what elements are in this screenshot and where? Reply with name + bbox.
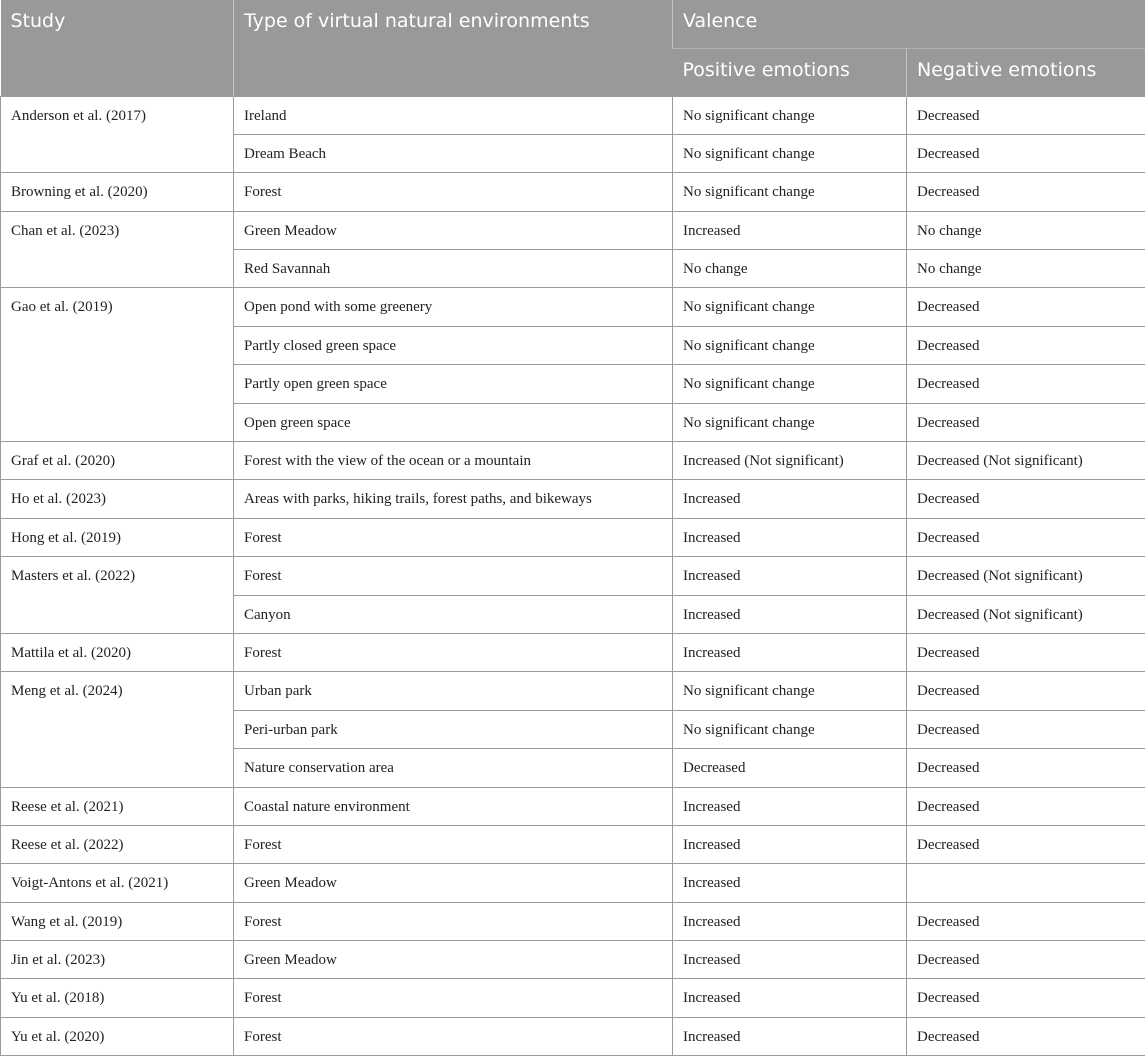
study-cell: Ho et al. (2023) bbox=[1, 480, 234, 518]
positive-emotions-cell: Increased bbox=[673, 787, 907, 825]
negative-emotions-cell: Decreased bbox=[907, 941, 1145, 979]
positive-emotions-cell: No significant change bbox=[673, 326, 907, 364]
environment-cell: Partly open green space bbox=[234, 365, 673, 403]
positive-emotions-cell: Increased bbox=[673, 864, 907, 902]
header-study: Study bbox=[1, 0, 234, 96]
table-body bbox=[1, 96, 1145, 1056]
table-row bbox=[1, 518, 1145, 556]
positive-emotions-cell: No significant change bbox=[673, 672, 907, 710]
table-row bbox=[1, 979, 1145, 1017]
study-cell: Reese et al. (2022) bbox=[1, 825, 234, 863]
header-environment-type: Type of virtual natural environments bbox=[234, 0, 673, 96]
environment-cell: Green Meadow bbox=[234, 941, 673, 979]
table-row bbox=[1, 825, 1145, 863]
study-cell: Hong et al. (2019) bbox=[1, 518, 234, 556]
header-valence: Valence bbox=[673, 0, 1145, 48]
positive-emotions-cell: Decreased bbox=[673, 749, 907, 787]
study-cell: Mattila et al. (2020) bbox=[1, 633, 234, 671]
negative-emotions-cell: Decreased (Not significant) bbox=[907, 442, 1145, 480]
table-row bbox=[1, 864, 1145, 902]
negative-emotions-cell: Decreased bbox=[907, 173, 1145, 211]
positive-emotions-cell: Increased bbox=[673, 825, 907, 863]
positive-emotions-cell: Increased bbox=[673, 211, 907, 249]
table-row bbox=[1, 557, 1145, 595]
negative-emotions-cell: Decreased bbox=[907, 403, 1145, 441]
table-row bbox=[1, 633, 1145, 671]
negative-emotions-cell: Decreased bbox=[907, 134, 1145, 172]
positive-emotions-cell: No significant change bbox=[673, 403, 907, 441]
negative-emotions-cell: Decreased bbox=[907, 825, 1145, 863]
negative-emotions-cell: Decreased bbox=[907, 979, 1145, 1017]
table-row bbox=[1, 211, 1145, 249]
environment-cell: Peri-urban park bbox=[234, 710, 673, 748]
environment-cell: Forest bbox=[234, 1017, 673, 1055]
negative-emotions-cell: Decreased (Not significant) bbox=[907, 557, 1145, 595]
header-positive-emotions: Positive emotions bbox=[673, 48, 907, 96]
environment-cell: Canyon bbox=[234, 595, 673, 633]
environment-cell: Forest bbox=[234, 902, 673, 940]
environment-cell: Nature conservation area bbox=[234, 749, 673, 787]
study-cell: Voigt-Antons et al. (2021) bbox=[1, 864, 234, 902]
study-cell: Chan et al. (2023) bbox=[1, 211, 234, 288]
study-cell: Masters et al. (2022) bbox=[1, 557, 234, 634]
positive-emotions-cell: Increased bbox=[673, 480, 907, 518]
negative-emotions-cell: Decreased bbox=[907, 480, 1145, 518]
environment-cell: Forest with the view of the ocean or a mountain bbox=[234, 442, 673, 480]
header-negative-emotions: Negative emotions bbox=[907, 48, 1145, 96]
negative-emotions-cell: No change bbox=[907, 250, 1145, 288]
negative-emotions-cell: Decreased bbox=[907, 710, 1145, 748]
positive-emotions-cell: Increased bbox=[673, 1017, 907, 1055]
negative-emotions-cell: Decreased bbox=[907, 1017, 1145, 1055]
negative-emotions-cell: Decreased bbox=[907, 288, 1145, 326]
negative-emotions-cell: Decreased bbox=[907, 633, 1145, 671]
table-row bbox=[1, 787, 1145, 825]
negative-emotions-cell: Decreased bbox=[907, 518, 1145, 556]
positive-emotions-cell: Increased bbox=[673, 941, 907, 979]
environment-cell: Coastal nature environment bbox=[234, 787, 673, 825]
environment-cell: Areas with parks, hiking trails, forest paths, and bikeways bbox=[234, 480, 673, 518]
table-row bbox=[1, 442, 1145, 480]
environment-cell: Ireland bbox=[234, 96, 673, 134]
table-row bbox=[1, 480, 1145, 518]
positive-emotions-cell: No change bbox=[673, 250, 907, 288]
positive-emotions-cell: No significant change bbox=[673, 96, 907, 134]
negative-emotions-cell: Decreased bbox=[907, 787, 1145, 825]
positive-emotions-cell: Increased bbox=[673, 518, 907, 556]
table-row bbox=[1, 902, 1145, 940]
study-cell: Meng et al. (2024) bbox=[1, 672, 234, 787]
environment-cell: Forest bbox=[234, 825, 673, 863]
table-row bbox=[1, 941, 1145, 979]
environment-cell: Partly closed green space bbox=[234, 326, 673, 364]
positive-emotions-cell: Increased bbox=[673, 557, 907, 595]
study-cell: Jin et al. (2023) bbox=[1, 941, 234, 979]
positive-emotions-cell: Increased bbox=[673, 979, 907, 1017]
negative-emotions-cell: Decreased (Not significant) bbox=[907, 595, 1145, 633]
environment-cell: Forest bbox=[234, 173, 673, 211]
negative-emotions-cell: Decreased bbox=[907, 365, 1145, 403]
environment-cell: Forest bbox=[234, 979, 673, 1017]
study-cell: Anderson et al. (2017) bbox=[1, 96, 234, 173]
environment-cell: Forest bbox=[234, 518, 673, 556]
negative-emotions-cell: No change bbox=[907, 211, 1145, 249]
environment-cell: Green Meadow bbox=[234, 864, 673, 902]
negative-emotions-cell: Decreased bbox=[907, 326, 1145, 364]
positive-emotions-cell: No significant change bbox=[673, 710, 907, 748]
positive-emotions-cell: No significant change bbox=[673, 288, 907, 326]
positive-emotions-cell: Increased bbox=[673, 595, 907, 633]
negative-emotions-cell: Decreased bbox=[907, 902, 1145, 940]
positive-emotions-cell: Increased bbox=[673, 633, 907, 671]
study-cell: Yu et al. (2020) bbox=[1, 1017, 234, 1055]
positive-emotions-cell: No significant change bbox=[673, 134, 907, 172]
table-row bbox=[1, 96, 1145, 134]
environment-cell: Urban park bbox=[234, 672, 673, 710]
positive-emotions-cell: No significant change bbox=[673, 365, 907, 403]
table-row bbox=[1, 288, 1145, 326]
environment-cell: Red Savannah bbox=[234, 250, 673, 288]
study-cell: Graf et al. (2020) bbox=[1, 442, 234, 480]
negative-emotions-cell bbox=[907, 864, 1145, 902]
environment-cell: Green Meadow bbox=[234, 211, 673, 249]
environment-cell: Forest bbox=[234, 633, 673, 671]
study-cell: Yu et al. (2018) bbox=[1, 979, 234, 1017]
table-row bbox=[1, 173, 1145, 211]
table-header bbox=[1, 0, 1145, 96]
study-cell: Wang et al. (2019) bbox=[1, 902, 234, 940]
study-cell: Gao et al. (2019) bbox=[1, 288, 234, 442]
table-row bbox=[1, 672, 1145, 710]
negative-emotions-cell: Decreased bbox=[907, 96, 1145, 134]
study-cell: Reese et al. (2021) bbox=[1, 787, 234, 825]
positive-emotions-cell: No significant change bbox=[673, 173, 907, 211]
table-row bbox=[1, 1017, 1145, 1055]
environment-cell: Open green space bbox=[234, 403, 673, 441]
negative-emotions-cell: Decreased bbox=[907, 749, 1145, 787]
environment-cell: Open pond with some greenery bbox=[234, 288, 673, 326]
positive-emotions-cell: Increased (Not significant) bbox=[673, 442, 907, 480]
environment-cell: Dream Beach bbox=[234, 134, 673, 172]
negative-emotions-cell: Decreased bbox=[907, 672, 1145, 710]
environment-cell: Forest bbox=[234, 557, 673, 595]
positive-emotions-cell: Increased bbox=[673, 902, 907, 940]
study-cell: Browning et al. (2020) bbox=[1, 173, 234, 211]
